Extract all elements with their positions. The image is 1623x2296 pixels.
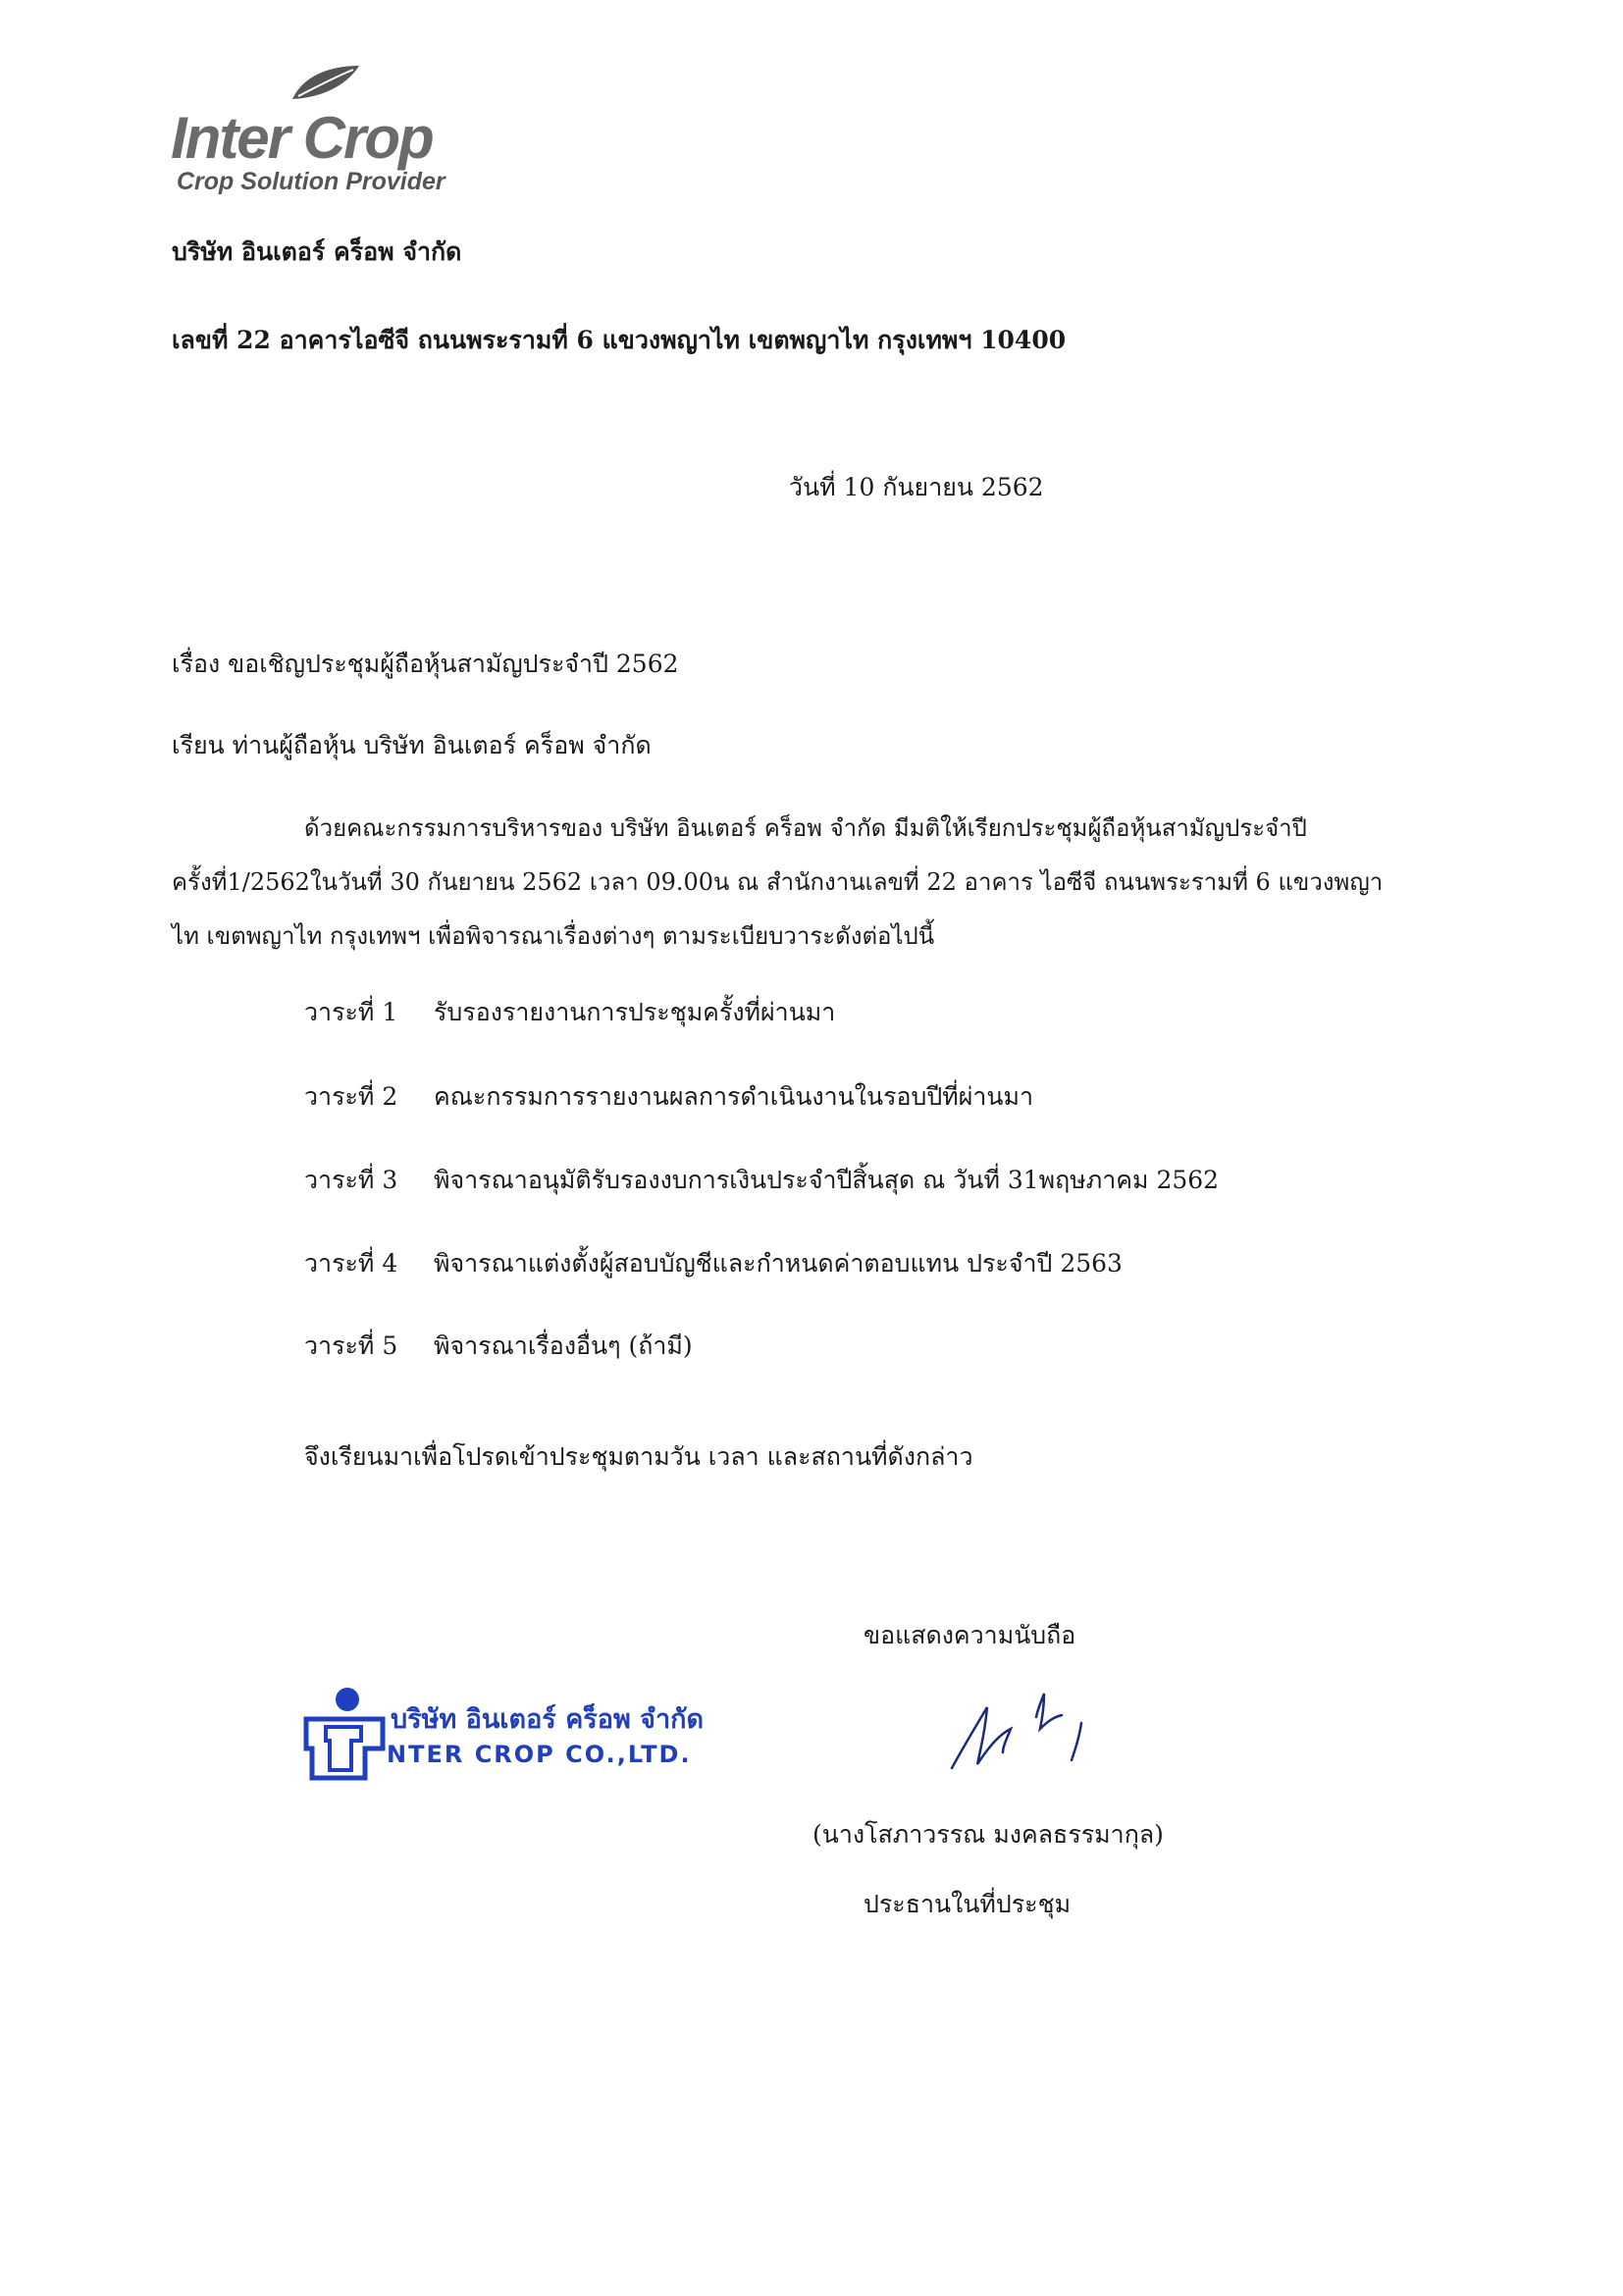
agenda-number: วาระที่ 3 — [304, 1166, 398, 1194]
agenda-text: รับรองรายงานการประชุมครั้งที่ผ่านมา — [434, 998, 836, 1026]
agenda-text: พิจารณาอนุมัติรับรองงบการเงินประจำปีสิ้นสุด ณ วันที่ 31พฤษภาคม 2562 — [434, 1166, 1220, 1194]
company-stamp — [300, 1686, 722, 1784]
regards-line: ขอแสดงความนับถือ — [864, 1621, 1076, 1649]
handwritten-signature — [942, 1678, 1119, 1786]
body-line-3: ไท เขตพญาไท กรุงเทพฯ เพื่อพิจารณาเรื่องต่างๆ ตามระเบียบวาระดังต่อไปนี้ — [172, 922, 935, 950]
agenda-number: วาระที่ 2 — [304, 1082, 398, 1111]
logo-wordmark: Inter Crop — [171, 105, 433, 171]
letter-recipient: เรียน ท่านผู้ถือหุ้น บริษัท อินเตอร์ คร็อพ จำกัด — [172, 731, 652, 759]
company-logo — [167, 64, 520, 201]
signatory-name: (นางโสภาวรรณ มงคลธรรมากุล) — [812, 1820, 1164, 1849]
body-line-1: ด้วยคณะกรรมการบริหารของ บริษัท อินเตอร์ คร็อพ จำกัด มีมติให้เรียกประชุมผู้ถือหุ้นสามัญประจำปี — [304, 814, 1307, 842]
leaf-icon — [285, 64, 363, 103]
letter-date: วันที่ 10 กันยายน 2562 — [789, 473, 1044, 501]
agenda-number: วาระที่ 1 — [304, 998, 398, 1026]
body-line-2: ครั้งที่1/2562ในวันที่ 30 กันยายน 2562 เวลา 09.00น ณ สำนักงานเลขที่ 22 อาคาร ไอซีจี ถนนพระรามที่ 6 แขวงพญา — [172, 868, 1384, 896]
agenda-number: วาระที่ 5 — [304, 1331, 398, 1360]
agenda-text: พิจารณาเรื่องอื่นๆ (ถ้ามี) — [434, 1331, 693, 1360]
agenda-text: พิจารณาแต่งตั้งผู้สอบบัญชีและกำหนดค่าตอบแทน ประจำปี 2563 — [434, 1249, 1123, 1278]
closing-sentence: จึงเรียนมาเพื่อโปรดเข้าประชุมตามวัน เวลา และสถานที่ดังกล่าว — [304, 1442, 973, 1471]
signatory-title: ประธานในที่ประชุม — [864, 1890, 1072, 1918]
agenda-number: วาระที่ 4 — [304, 1249, 398, 1278]
logo-tagline: Crop Solution Provider — [177, 168, 445, 195]
agenda-text: คณะกรรมการรายงานผลการดำเนินงานในรอบปีที่ผ่านมา — [434, 1082, 1034, 1111]
stamp-thai-name: บริษัท อินเตอร์ คร็อพ จำกัด — [391, 1704, 705, 1735]
letter-subject: เรื่อง ขอเชิญประชุมผู้ถือหุ้นสามัญประจำปี 2562 — [172, 650, 679, 678]
stamp-english-name: NTER CROP CO.,LTD. — [387, 1741, 692, 1768]
company-address: เลขที่ 22 อาคารไอซีจี ถนนพระรามที่ 6 แขวงพญาไท เขตพญาไท กรุงเทพฯ 10400 — [172, 326, 1067, 354]
stamp-logo-icon — [300, 1686, 394, 1784]
company-name: บริษัท อินเตอร์ คร็อพ จำกัด — [172, 237, 462, 266]
